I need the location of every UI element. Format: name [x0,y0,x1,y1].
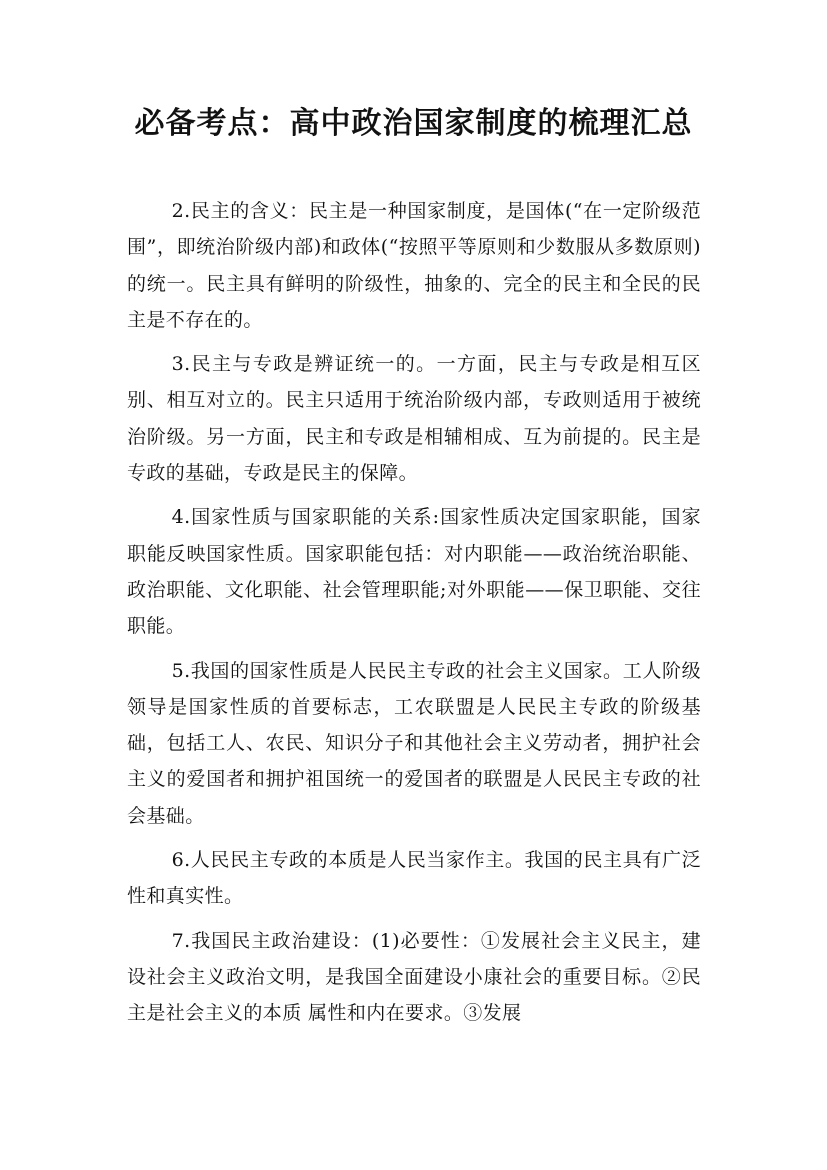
paragraph-5-state-nature: 5.我国的国家性质是人民民主专政的社会主义国家。工人阶级领导是国家性质的首要标志，工农联盟是人民民主专政的阶级基础，包括工人、农民、知识分子和其他社会主义劳动者，拥护社会主义的爱国者和拥护祖国统一的爱国者的联盟是人民民主专政的社会基础。 [127,659,701,827]
document-body [127,193,701,1040]
document-title: 必备考点：高中政治国家制度的梳理汇总 [134,106,693,141]
paragraph-4-state-nature-functions: 4.国家性质与国家职能的关系:国家性质决定国家职能，国家职能反映国家性质。国家职能包括：对内职能——政治统治职能、政治职能、文化职能、社会管理职能;对外职能——保卫职能、交往职能。 [127,506,701,638]
paragraph-2-democracy-meaning: 2.民主的含义：民主是一种国家制度，是国体(“在一定阶级范围”，即统治阶级内部)和政体(“按照平等原则和少数服从多数原则)的统一。民主具有鲜明的阶级性，抽象的、完全的民主和全民的民主是不存在的。 [127,200,701,331]
paragraph-7-democratic-construction: 7.我国民主政治建设：(1)必要性：①发展社会主义民主，建设社会主义政治文明，是我国全面建设小康社会的重要目标。②民主是社会主义的本质 属性和内在要求。③发展 [127,929,701,1025]
paragraph-6-essence: 6.人民民主专政的本质是人民当家作主。我国的民主具有广泛性和真实性。 [127,849,701,908]
paragraph-3-democracy-dictatorship: 3.民主与专政是辨证统一的。一方面，民主与专政是相互区别、相互对立的。民主只适用于统治阶级内部，专政则适用于被统治阶级。另一方面，民主和专政是相辅相成、互为前提的。民主是专政的基础，专政是民主的保障。 [127,353,701,485]
